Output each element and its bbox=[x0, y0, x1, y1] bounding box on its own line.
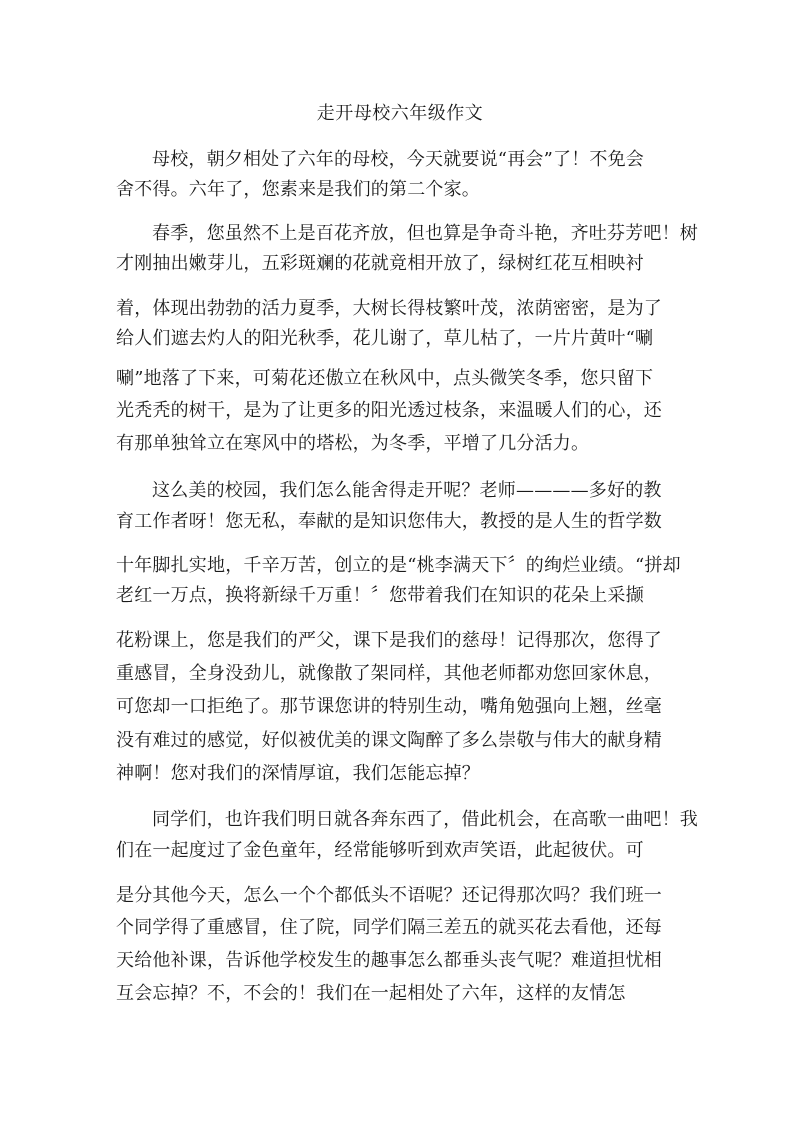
text-line: 这么美的校园，我们怎么能舍得走开呢？老师————多好的教 bbox=[152, 480, 662, 501]
text-line: 十年脚扎实地，千辛万苦，创立的是“桃李满天下〞的绚烂业绩。“拼却 bbox=[116, 555, 681, 576]
text-line: 老红一万点，换将新绿千万重！〞您带着我们在知识的花朵上采撷 bbox=[116, 585, 644, 606]
text-line: 同学们，也许我们明日就各奔东西了，借此机会，在高歌一曲吧！我 bbox=[152, 809, 698, 830]
text-line: 光秃秃的树干，是为了让更多的阳光透过枝条，来温暖人们的心，还 bbox=[116, 400, 662, 421]
text-line: 可您却一口拒绝了。那节课您讲的特别生动，嘴角勉强向上翘，丝毫 bbox=[116, 696, 662, 717]
text-line: 互会忘掉？不，不会的！我们在一起相处了六年，这样的友情怎 bbox=[116, 983, 626, 1004]
text-line: 才刚抽出嫩芽儿，五彩斑斓的花就竟相开放了，绿树红花互相映衬 bbox=[116, 253, 644, 274]
text-line: 重感冒，全身没劲儿，就像散了架同样，其他老师都劝您回家休息， bbox=[116, 663, 662, 684]
text-line: 给人们遮去灼人的阳光秋季，花儿谢了，草儿枯了，一片片黄叶“唰 bbox=[116, 328, 654, 349]
text-line: 唰”地落了下来，可菊花还傲立在秋风中，点头微笑冬季，您只留下 bbox=[116, 368, 654, 389]
text-line: 没有难过的感觉，好似被优美的课文陶醉了多么崇敬与伟大的献身精 bbox=[116, 730, 662, 751]
text-line: 神啊！您对我们的深情厚谊，我们怎能忘掉？ bbox=[116, 763, 480, 784]
text-line: 天给他补课，告诉他学校发生的趣事怎么都垂头丧气呢？难道担忧相 bbox=[116, 950, 662, 971]
text-line: 们在一起度过了金色童年，经常能够听到欢声笑语，此起彼伏。可 bbox=[116, 840, 644, 861]
text-line: 母校，朝夕相处了六年的母校，今天就要说“再会”了！不免会 bbox=[152, 149, 645, 170]
text-line: 有那单独耸立在寒风中的塔松，为冬季，平增了几分活力。 bbox=[116, 433, 590, 454]
text-line: 春季，您虽然不上是百花齐放，但也算是争奇斗艳，齐吐芬芳吧！树 bbox=[152, 223, 698, 244]
text-line: 个同学得了重感冒，住了院，同学们隔三差五的就买花去看他，还每 bbox=[116, 917, 662, 938]
document-title: 走开母校六年级作文 bbox=[316, 103, 484, 124]
text-line: 育工作者呀！您无私，奉献的是知识您伟大，教授的是人生的哲学数 bbox=[116, 511, 662, 532]
text-line: 着，体现出勃勃的活力夏季，大树长得枝繁叶茂，浓荫密密，是为了 bbox=[116, 298, 662, 319]
text-line: 舍不得。六年了，您素来是我们的第二个家。 bbox=[116, 179, 480, 200]
text-line: 是分其他今天，怎么一个个都低头不语呢？还记得那次吗？我们班一 bbox=[116, 885, 662, 906]
text-line: 花粉课上，您是我们的严父，课下是我们的慈母！记得那次，您得了 bbox=[116, 630, 662, 651]
